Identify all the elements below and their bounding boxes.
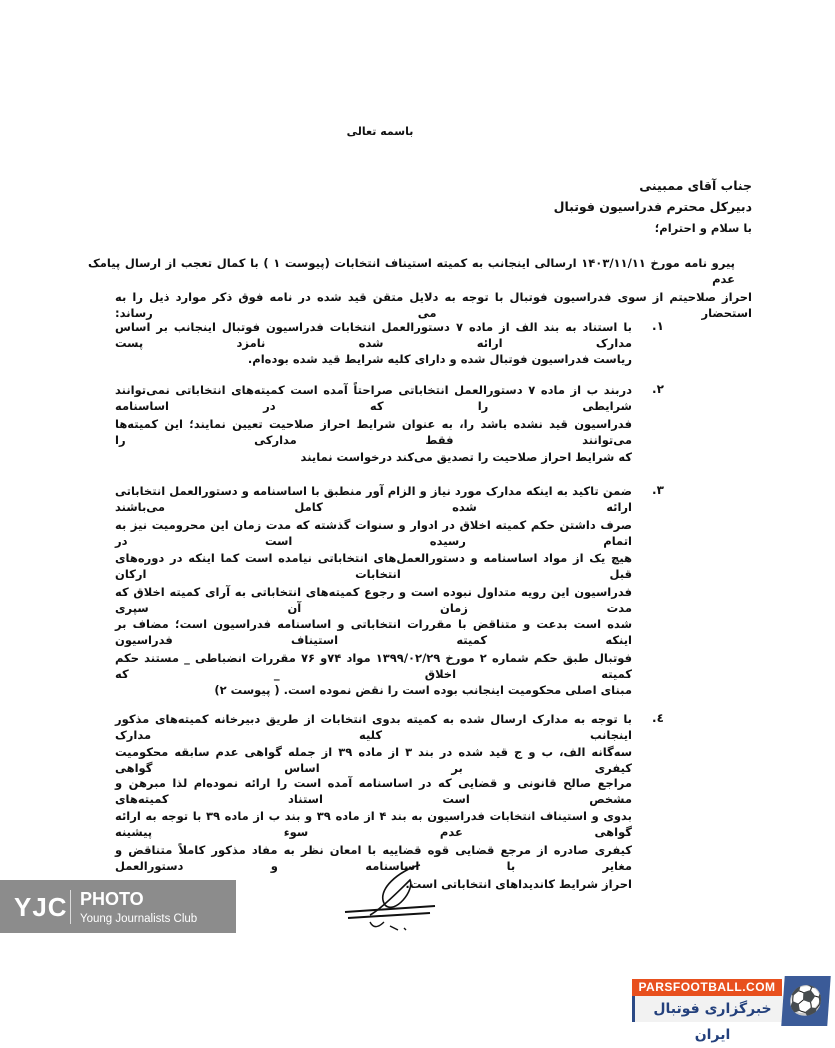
item-line: مراجع صالح قانونی و قضایی که در اساسنامه آمده است را ارائه نموده‌ام لذا مبرهن و مشخص است استناد کمیته‌های: [115, 776, 632, 806]
parsfootball-tagline: خبرگزاری فوتبال ایران: [632, 996, 790, 1022]
yjc-logo: YJC: [14, 892, 68, 922]
parsfootball-url: PARSFOOTBALL.COM: [632, 979, 782, 996]
item-line: دربند ب از ماده ۷ دستورالعمل انتخاباتی صراحتاً آمده است کمیته‌های انتخاباتی نمی‌توانند شرایطی را که در اساسنامه: [115, 383, 632, 413]
item-line: که شرایط احراز صلاحیت را تصدیق می‌کند درخواست نمایند: [300, 450, 632, 464]
item-number: ۱.: [652, 319, 664, 333]
parsfootball-logo: [630, 976, 830, 1043]
football-player-icon: ⚽: [781, 976, 830, 1026]
recipient-title: دبیرکل محترم فدراسیون فوتبال: [553, 199, 752, 214]
item-line: کیفری صادره از مرجع قضایی قوه قضاییه با امعان نظر به مفاد مذکور کاملاً متناقض و مغایر با اساسنامه و دستورالعمل: [115, 843, 632, 873]
item-line: مبنای اصلی محکومیت اینجانب بوده است را نقض نموده است. ( پیوست ۲): [214, 683, 632, 697]
item-line: هیچ یک از مواد اساسنامه و دستورالعمل‌های انتخاباتی نیامده است کما اینکه در دوره‌های قبل انتخابات ارکان: [115, 551, 632, 581]
item-number: ٤.: [652, 711, 664, 725]
club-label: Young Journalists Club: [80, 913, 198, 925]
item-number: ۲.: [652, 382, 664, 396]
item-line: با استناد به بند الف از ماده ۷ دستورالعمل انتخابات فدراسیون فوتبال اینجانب بر اساس مدارک ارائه شده نامزد پست: [115, 320, 632, 350]
item-line: بدوی و استیناف انتخابات فدراسیون به بند ۴ از ماده ۳۹ و بند ب از ماده ۳۹ با توجه به ارائه گواهی عدم سوء پیشینه: [115, 809, 632, 839]
recipient: جناب آقای ممبینی: [639, 178, 752, 193]
intro-line: احراز صلاحیتم از سوی فدراسیون فوتبال با توجه به دلایل متقن قید شده در نامه فوق ذکر موارد ذیل را به استحضار می رساند:: [115, 290, 752, 320]
divider: [70, 890, 71, 924]
item-line: فوتبال طبق حکم شماره ۲ مورخ ۱۳۹۹/۰۲/۲۹ مواد ۷۴و ۷۶ مقررات انضباطی _ مستند حکم کمیته اخلاق _ که: [115, 651, 632, 681]
photo-label: PHOTO: [80, 889, 144, 909]
item-line: شده است بدعت و متناقض با مقررات انتخاباتی و اساسنامه فدراسیون است؛ مضاف بر اینکه کمیته استیناف فدراسیون: [115, 617, 632, 647]
invocation: باسمه تعالی: [346, 125, 414, 138]
item-line: ضمن تاکید به اینکه مدارک مورد نیاز و الزام آور منطبق با اساسنامه و دستورالعمل انتخاباتی ارائه شده کامل می‌باشند: [115, 484, 632, 514]
item-number: ۳.: [652, 483, 664, 497]
signature: [340, 860, 450, 940]
intro-line: پیرو نامه مورخ ۱۴۰۳/۱۱/۱۱ ارسالی اینجانب به کمیته استیناف انتخابات (پیوست ۱ ) با کمال تعجب از ارسال پیامک عدم: [88, 256, 735, 286]
item-line: ریاست فدراسیون فوتبال شده و دارای کلیه شرایط قید شده بوده‌ام.: [247, 352, 632, 366]
item-line: سه‌گانه الف، ب و ج قید شده در بند ۳ از ماده ۳۹ از جمله گواهی عدم سابقه محکومیت کیفری بر اساس گواهی: [115, 745, 632, 775]
item-line: احراز شرایط کاندیداهای انتخاباتی است.: [405, 877, 632, 891]
greeting: با سلام و احترام؛: [654, 221, 752, 235]
yjc-photo-watermark: [0, 880, 236, 933]
item-line: فدراسیون قید نشده باشد را، به عنوان شرایط احراز صلاحیت تعیین نمایند؛ این کمیته‌ها می‌توانند فقط مدارکی را: [115, 417, 632, 447]
item-line: با توجه به مدارک ارسال شده به کمیته بدوی انتخابات از طریق دبیرخانه کمیته‌های مذکور اینجانب کلیه مدارک: [115, 712, 632, 742]
item-line: صرف داشتن حکم کمیته اخلاق در ادوار و سنوات گذشته که مدت زمان این محرومیت نیز به اتمام رسیده است در: [115, 518, 632, 548]
item-line: فدراسیون این رویه متداول نبوده است و رجوع کمیته‌های انتخاباتی به آرای کمیته اخلاق که مدت زمان آن سپری: [115, 585, 632, 615]
